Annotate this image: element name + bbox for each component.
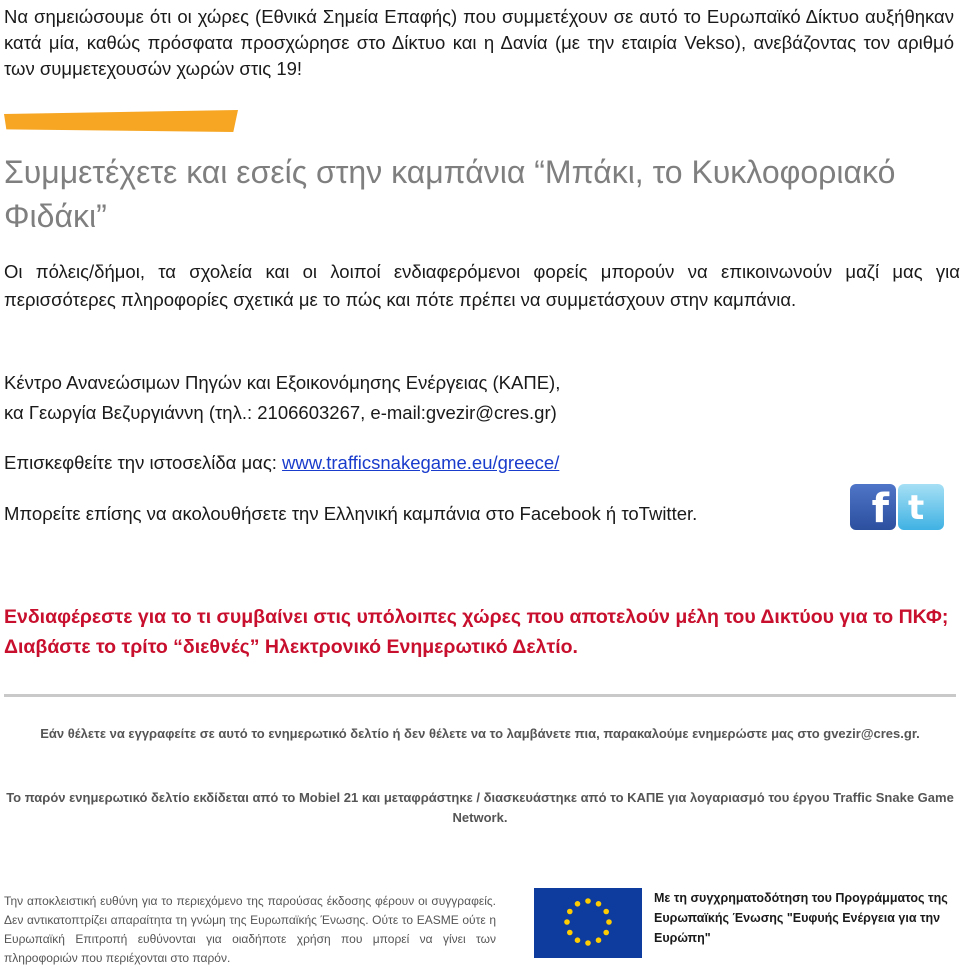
eu-flag-logo <box>534 888 642 958</box>
intro-paragraph: Να σημειώσουμε ότι οι χώρες (Εθνικά Σημεία Επαφής) που συμμετέχουν σε αυτό το Ευρωπαϊκό Δίκτυο αυξήθηκαν κατά μία, καθώς πρόσφατα προσχώρησε στο Δίκτυο και η Δανία (με την εταιρία Vekso), ανεβάζοντας τον αριθμό των συμμετεχουσών χωρών στις 19! <box>4 6 954 79</box>
eu-star-ring <box>564 898 612 946</box>
credits-note: Το παρόν ενημερωτικό δελτίο εκδίδεται από το Mobiel 21 και μεταφράστηκε / διασκευάστηκε από το ΚΑΠΕ για λογαριασμό του έργου Traffic Snake Game Network. <box>6 790 954 825</box>
contact-person: κα Γεωργία Βεζυργιάννη (τηλ.: 2106603267, e-mail:gvezir@cres.gr) <box>4 402 557 423</box>
social-icons <box>850 484 946 532</box>
contact-block <box>4 368 954 428</box>
website-line <box>4 449 954 477</box>
unsubscribe-note: Εάν θέλετε να εγγραφείτε σε αυτό το ενημερωτικό δελτίο ή δεν θέλετε να το λαμβάνετε πια, παρακαλούμε ενημερώστε μας στο gvezir@cres.gr. <box>40 726 920 741</box>
facebook-glyph: f <box>871 486 889 532</box>
accent-stripe <box>4 110 238 132</box>
participation-paragraph: Οι πόλεις/δήμοι, τα σχολεία και οι λοιποί ενδιαφερόμενοι φορείς μπορούν να επικοινωνούν μαζί μας για περισσότερες πληροφορίες σχετικά με το πώς και πότε πρέπει να συμμετάσχουν στην καμπάνια. <box>4 261 960 310</box>
disclaimer: Την αποκλειστική ευθύνη για το περιεχόμενο της παρούσας έκδοσης φέρουν οι συγγραφείς. Δεν αντικατοπτρίζει απαραίτητα τη γνώμη της Ευρωπαϊκής Ένωσης. Ούτε το EASME ούτε η Ευρωπαϊκή Επιτροπή ευθύνονται για οιαδήποτε χρήση που μπορεί να γίνει των πληροφοριών που περιέχονται στο παρόν. <box>4 894 496 965</box>
twitter-glyph: t <box>908 488 925 528</box>
section-heading: Συμμετέχετε και εσείς στην καμπάνια “Μπάκι, το Κυκλοφοριακό Φιδάκι” <box>4 154 896 234</box>
website-link[interactable]: www.trafficsnakegame.eu/greece/ <box>282 452 560 473</box>
twitter-icon[interactable] <box>898 484 944 530</box>
eu-stars <box>534 888 642 958</box>
social-text: Μπορείτε επίσης να ακολουθήσετε την Ελληνική καμπάνια στο Facebook ή τοTwitter. <box>4 503 698 524</box>
divider <box>4 694 956 697</box>
eu-support-text: Με τη συγχρηματοδότηση του Προγράμματος της Ευρωπαϊκής Ένωσης "Ευφυής Ενέργεια για την Ευρώπη" <box>654 891 948 945</box>
website-label: Επισκεφθείτε την ιστοσελίδα μας: <box>4 452 283 473</box>
newsletter-callout: Ενδιαφέρεστε για το τι συμβαίνει στις υπόλοιπες χώρες που αποτελούν μέλη του Δικτύου για το ΠΚΦ; Διαβάστε το τρίτο “διεθνές” Ηλεκτρονικό Ενημερωτικό Δελτίο. <box>4 606 949 658</box>
contact-organization: Κέντρο Ανανεώσιμων Πηγών και Εξοικονόμησης Ενέργειας (ΚΑΠΕ), <box>4 372 561 393</box>
facebook-icon[interactable] <box>850 484 896 530</box>
